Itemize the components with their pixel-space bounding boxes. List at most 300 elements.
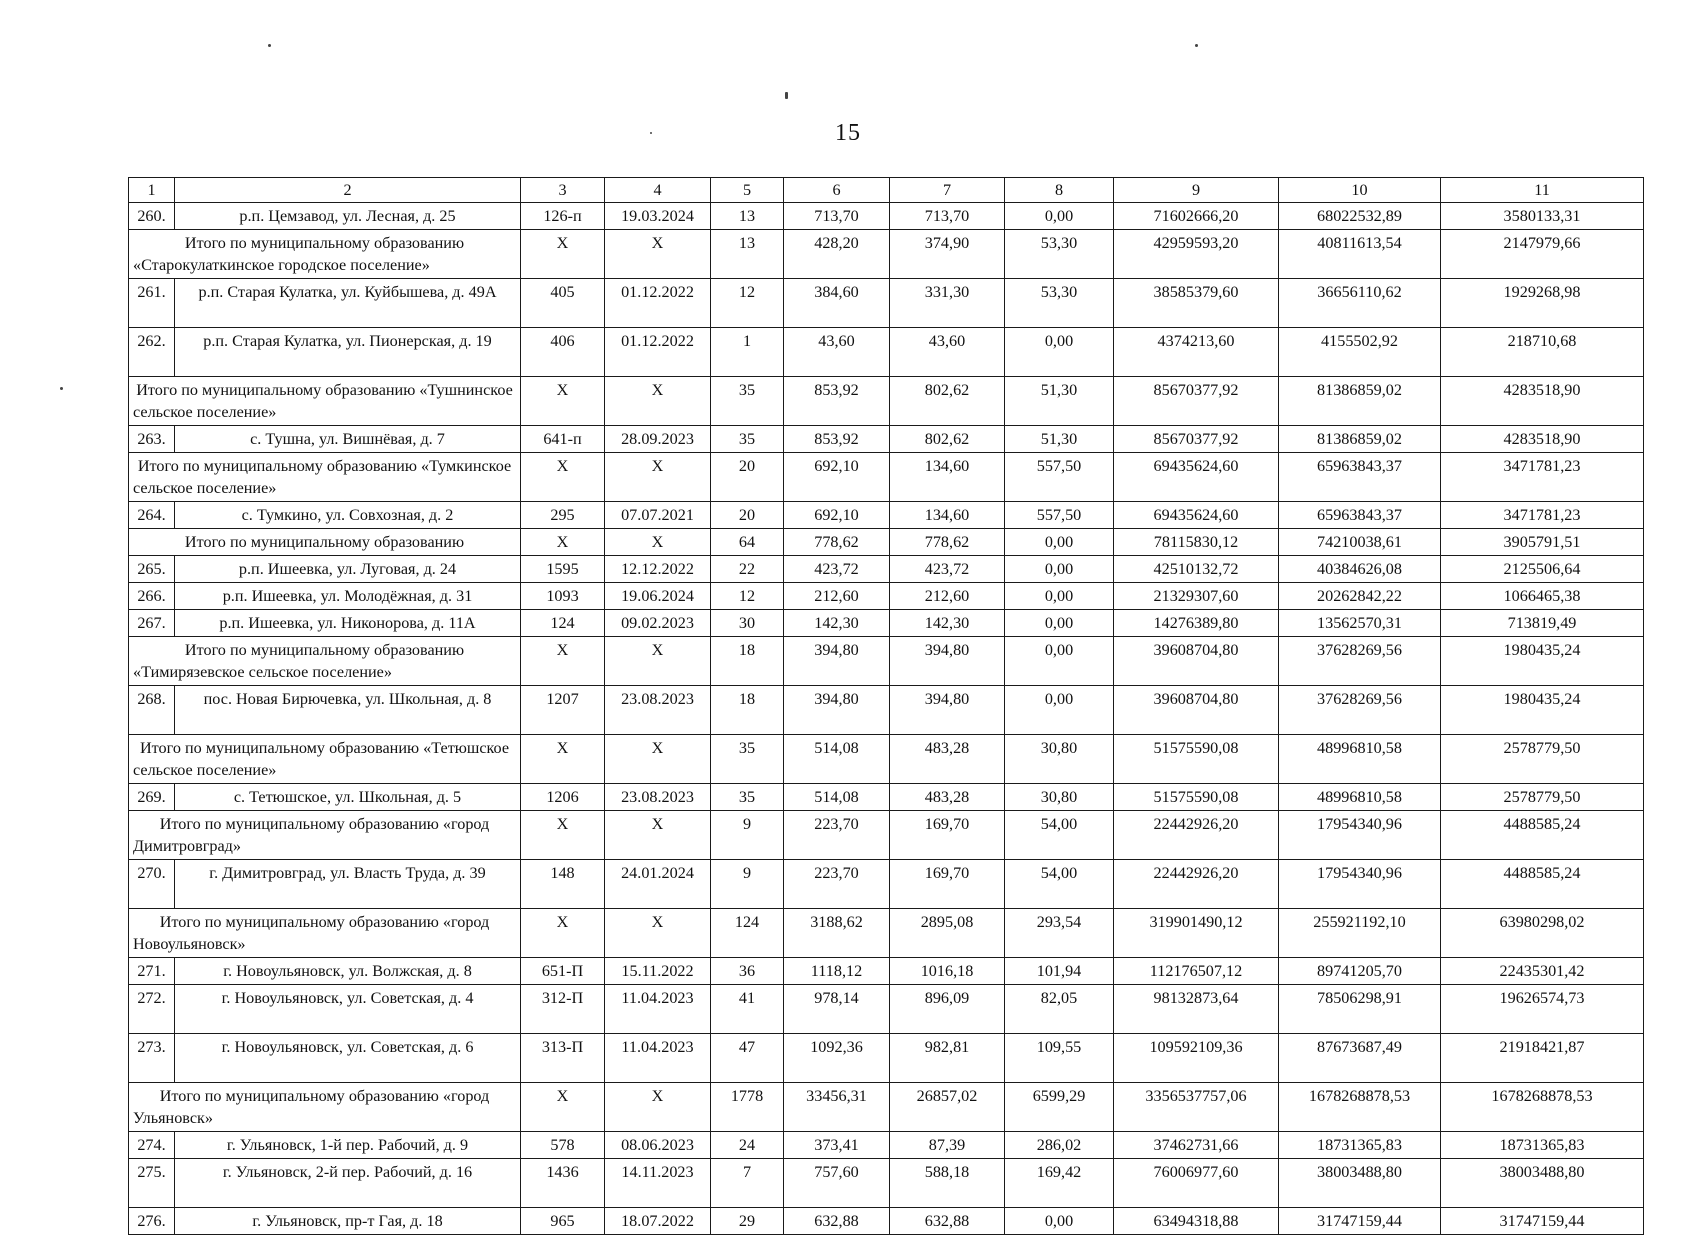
value-cell-9: 3356537757,06 <box>1114 1083 1279 1132</box>
row-number: 275. <box>129 1159 175 1208</box>
value-cell-5: 13 <box>711 203 784 230</box>
value-cell-11: 18731365,83 <box>1441 1132 1644 1159</box>
value-cell-3: 1595 <box>521 556 605 583</box>
value-cell-4: 23.08.2023 <box>605 784 711 811</box>
value-cell-4: 11.04.2023 <box>605 985 711 1034</box>
value-cell-5: 41 <box>711 985 784 1034</box>
value-cell-7: 982,81 <box>890 1034 1005 1083</box>
value-cell-8: 0,00 <box>1005 686 1114 735</box>
value-cell-6: 33456,31 <box>784 1083 890 1132</box>
value-cell-10: 1678268878,53 <box>1279 1083 1441 1132</box>
row-number: 272. <box>129 985 175 1034</box>
value-cell-5: 1778 <box>711 1083 784 1132</box>
value-cell-10: 18731365,83 <box>1279 1132 1441 1159</box>
value-cell-7: 2895,08 <box>890 909 1005 958</box>
value-cell-5: 24 <box>711 1132 784 1159</box>
value-cell-3: X <box>521 637 605 686</box>
value-cell-7: 87,39 <box>890 1132 1005 1159</box>
address-cell: г. Ульяновск, 2-й пер. Рабочий, д. 16 <box>175 1159 521 1208</box>
value-cell-6: 43,60 <box>784 328 890 377</box>
value-cell-7: 394,80 <box>890 686 1005 735</box>
value-cell-4: 11.04.2023 <box>605 1034 711 1083</box>
subtotal-label: Итого по муниципальному образованию «Тимирязевское сельское поселение» <box>129 637 521 686</box>
row-number: 262. <box>129 328 175 377</box>
subtotal-row <box>129 230 1644 279</box>
address-cell: р.п. Ишеевка, ул. Луговая, д. 24 <box>175 556 521 583</box>
subtotal-label: Итого по муниципальному образованию «Старокулаткинское городское поселение» <box>129 230 521 279</box>
value-cell-4: 28.09.2023 <box>605 426 711 453</box>
value-cell-3: 126-п <box>521 203 605 230</box>
value-cell-10: 37628269,56 <box>1279 686 1441 735</box>
value-cell-3: X <box>521 735 605 784</box>
value-cell-6: 632,88 <box>784 1208 890 1235</box>
value-cell-9: 39608704,80 <box>1114 637 1279 686</box>
value-cell-9: 76006977,60 <box>1114 1159 1279 1208</box>
value-cell-9: 37462731,66 <box>1114 1132 1279 1159</box>
value-cell-10: 48996810,58 <box>1279 735 1441 784</box>
address-cell: р.п. Цемзавод, ул. Лесная, д. 25 <box>175 203 521 230</box>
value-cell-7: 394,80 <box>890 637 1005 686</box>
value-cell-3: 578 <box>521 1132 605 1159</box>
column-number: 4 <box>605 178 711 203</box>
value-cell-6: 394,80 <box>784 686 890 735</box>
subtotal-label: Итого по муниципальному образованию «город Димитровград» <box>129 811 521 860</box>
value-cell-6: 142,30 <box>784 610 890 637</box>
value-cell-11: 4488585,24 <box>1441 860 1644 909</box>
value-cell-8: 54,00 <box>1005 811 1114 860</box>
table-row <box>129 860 1644 909</box>
subtotal-row <box>129 909 1644 958</box>
value-cell-9: 22442926,20 <box>1114 811 1279 860</box>
value-cell-8: 557,50 <box>1005 502 1114 529</box>
value-cell-7: 1016,18 <box>890 958 1005 985</box>
table-row <box>129 958 1644 985</box>
value-cell-10: 65963843,37 <box>1279 502 1441 529</box>
value-cell-9: 109592109,36 <box>1114 1034 1279 1083</box>
row-number: 261. <box>129 279 175 328</box>
value-cell-4: 23.08.2023 <box>605 686 711 735</box>
value-cell-3: X <box>521 811 605 860</box>
value-cell-4: 19.06.2024 <box>605 583 711 610</box>
value-cell-3: X <box>521 909 605 958</box>
value-cell-7: 142,30 <box>890 610 1005 637</box>
row-number: 267. <box>129 610 175 637</box>
value-cell-5: 7 <box>711 1159 784 1208</box>
value-cell-7: 134,60 <box>890 502 1005 529</box>
value-cell-4: 09.02.2023 <box>605 610 711 637</box>
value-cell-3: 1093 <box>521 583 605 610</box>
value-cell-6: 514,08 <box>784 735 890 784</box>
value-cell-7: 483,28 <box>890 735 1005 784</box>
value-cell-11: 4283518,90 <box>1441 426 1644 453</box>
value-cell-4: X <box>605 1083 711 1132</box>
value-cell-3: 124 <box>521 610 605 637</box>
value-cell-3: 641-п <box>521 426 605 453</box>
value-cell-3: X <box>521 453 605 502</box>
value-cell-7: 802,62 <box>890 377 1005 426</box>
value-cell-8: 557,50 <box>1005 453 1114 502</box>
row-number: 269. <box>129 784 175 811</box>
address-cell: с. Тумкино, ул. Совхозная, д. 2 <box>175 502 521 529</box>
value-cell-7: 483,28 <box>890 784 1005 811</box>
value-cell-10: 255921192,10 <box>1279 909 1441 958</box>
table-row <box>129 784 1644 811</box>
value-cell-11: 2578779,50 <box>1441 784 1644 811</box>
value-cell-11: 2578779,50 <box>1441 735 1644 784</box>
value-cell-8: 293,54 <box>1005 909 1114 958</box>
address-cell: с. Тетюшское, ул. Школьная, д. 5 <box>175 784 521 811</box>
value-cell-4: X <box>605 377 711 426</box>
value-cell-3: X <box>521 529 605 556</box>
subtotal-label: Итого по муниципальному образованию «Тумкинское сельское поселение» <box>129 453 521 502</box>
value-cell-7: 134,60 <box>890 453 1005 502</box>
value-cell-11: 19626574,73 <box>1441 985 1644 1034</box>
table-row <box>129 985 1644 1034</box>
value-cell-8: 53,30 <box>1005 279 1114 328</box>
value-cell-6: 384,60 <box>784 279 890 328</box>
value-cell-7: 632,88 <box>890 1208 1005 1235</box>
value-cell-9: 22442926,20 <box>1114 860 1279 909</box>
value-cell-10: 20262842,22 <box>1279 583 1441 610</box>
value-cell-5: 35 <box>711 377 784 426</box>
table-row <box>129 1132 1644 1159</box>
value-cell-8: 0,00 <box>1005 203 1114 230</box>
row-number: 268. <box>129 686 175 735</box>
value-cell-4: X <box>605 811 711 860</box>
value-cell-5: 35 <box>711 426 784 453</box>
value-cell-4: 19.03.2024 <box>605 203 711 230</box>
value-cell-6: 223,70 <box>784 860 890 909</box>
value-cell-7: 588,18 <box>890 1159 1005 1208</box>
value-cell-6: 373,41 <box>784 1132 890 1159</box>
value-cell-11: 1066465,38 <box>1441 583 1644 610</box>
subtotal-row <box>129 377 1644 426</box>
subtotal-row <box>129 811 1644 860</box>
value-cell-5: 18 <box>711 686 784 735</box>
value-cell-6: 692,10 <box>784 502 890 529</box>
row-number: 276. <box>129 1208 175 1235</box>
address-cell: р.п. Ишеевка, ул. Молодёжная, д. 31 <box>175 583 521 610</box>
value-cell-8: 109,55 <box>1005 1034 1114 1083</box>
value-cell-11: 3580133,31 <box>1441 203 1644 230</box>
value-cell-4: X <box>605 735 711 784</box>
value-cell-11: 2125506,64 <box>1441 556 1644 583</box>
value-cell-5: 20 <box>711 453 784 502</box>
column-number: 6 <box>784 178 890 203</box>
page-number: 15 <box>835 120 861 146</box>
value-cell-4: 12.12.2022 <box>605 556 711 583</box>
value-cell-10: 37628269,56 <box>1279 637 1441 686</box>
address-cell: г. Ульяновск, пр-т Гая, д. 18 <box>175 1208 521 1235</box>
value-cell-4: 14.11.2023 <box>605 1159 711 1208</box>
scan-speck <box>60 387 63 390</box>
value-cell-11: 3905791,51 <box>1441 529 1644 556</box>
value-cell-3: 312-П <box>521 985 605 1034</box>
value-cell-6: 978,14 <box>784 985 890 1034</box>
value-cell-9: 21329307,60 <box>1114 583 1279 610</box>
value-cell-8: 101,94 <box>1005 958 1114 985</box>
value-cell-8: 82,05 <box>1005 985 1114 1034</box>
value-cell-7: 423,72 <box>890 556 1005 583</box>
value-cell-10: 68022532,89 <box>1279 203 1441 230</box>
value-cell-4: 01.12.2022 <box>605 279 711 328</box>
value-cell-8: 286,02 <box>1005 1132 1114 1159</box>
value-cell-10: 89741205,70 <box>1279 958 1441 985</box>
value-cell-8: 0,00 <box>1005 328 1114 377</box>
value-cell-6: 853,92 <box>784 426 890 453</box>
subtotal-row <box>129 529 1644 556</box>
value-cell-6: 692,10 <box>784 453 890 502</box>
address-cell: г. Новоульяновск, ул. Советская, д. 6 <box>175 1034 521 1083</box>
value-cell-6: 514,08 <box>784 784 890 811</box>
value-cell-8: 0,00 <box>1005 529 1114 556</box>
value-cell-3: 1206 <box>521 784 605 811</box>
value-cell-6: 778,62 <box>784 529 890 556</box>
table-row <box>129 556 1644 583</box>
value-cell-7: 896,09 <box>890 985 1005 1034</box>
value-cell-6: 223,70 <box>784 811 890 860</box>
value-cell-6: 212,60 <box>784 583 890 610</box>
value-cell-10: 74210038,61 <box>1279 529 1441 556</box>
subtotal-label: Итого по муниципальному образованию «город Ульяновск» <box>129 1083 521 1132</box>
value-cell-9: 69435624,60 <box>1114 502 1279 529</box>
value-cell-8: 51,30 <box>1005 426 1114 453</box>
table-row <box>129 610 1644 637</box>
value-cell-6: 423,72 <box>784 556 890 583</box>
subtotal-label: Итого по муниципальному образованию «Тушнинское сельское поселение» <box>129 377 521 426</box>
value-cell-7: 169,70 <box>890 811 1005 860</box>
value-cell-7: 374,90 <box>890 230 1005 279</box>
value-cell-10: 48996810,58 <box>1279 784 1441 811</box>
value-cell-11: 4283518,90 <box>1441 377 1644 426</box>
value-cell-5: 1 <box>711 328 784 377</box>
scan-speck <box>1195 44 1198 47</box>
value-cell-5: 35 <box>711 735 784 784</box>
value-cell-11: 1929268,98 <box>1441 279 1644 328</box>
row-number: 270. <box>129 860 175 909</box>
value-cell-4: 18.07.2022 <box>605 1208 711 1235</box>
value-cell-3: 295 <box>521 502 605 529</box>
value-cell-9: 39608704,80 <box>1114 686 1279 735</box>
value-cell-10: 31747159,44 <box>1279 1208 1441 1235</box>
value-cell-4: 01.12.2022 <box>605 328 711 377</box>
value-cell-9: 4374213,60 <box>1114 328 1279 377</box>
value-cell-4: X <box>605 230 711 279</box>
value-cell-8: 30,80 <box>1005 784 1114 811</box>
value-cell-11: 3471781,23 <box>1441 453 1644 502</box>
value-cell-10: 4155502,92 <box>1279 328 1441 377</box>
value-cell-9: 319901490,12 <box>1114 909 1279 958</box>
value-cell-7: 331,30 <box>890 279 1005 328</box>
value-cell-3: 965 <box>521 1208 605 1235</box>
value-cell-10: 13562570,31 <box>1279 610 1441 637</box>
value-cell-8: 30,80 <box>1005 735 1114 784</box>
column-number: 8 <box>1005 178 1114 203</box>
subtotal-label: Итого по муниципальному образованию <box>129 529 521 556</box>
value-cell-3: 1436 <box>521 1159 605 1208</box>
address-cell: пос. Новая Бирючевка, ул. Школьная, д. 8 <box>175 686 521 735</box>
row-number: 271. <box>129 958 175 985</box>
column-number: 10 <box>1279 178 1441 203</box>
value-cell-7: 713,70 <box>890 203 1005 230</box>
column-number: 3 <box>521 178 605 203</box>
value-cell-5: 64 <box>711 529 784 556</box>
value-cell-8: 6599,29 <box>1005 1083 1114 1132</box>
value-cell-3: 148 <box>521 860 605 909</box>
address-cell: р.п. Ишеевка, ул. Никонорова, д. 11А <box>175 610 521 637</box>
column-number: 2 <box>175 178 521 203</box>
value-cell-9: 42959593,20 <box>1114 230 1279 279</box>
table-row <box>129 203 1644 230</box>
column-number: 7 <box>890 178 1005 203</box>
value-cell-6: 428,20 <box>784 230 890 279</box>
value-cell-10: 78506298,91 <box>1279 985 1441 1034</box>
value-cell-10: 40811613,54 <box>1279 230 1441 279</box>
subtotal-label: Итого по муниципальному образованию «Тетюшское сельское поселение» <box>129 735 521 784</box>
value-cell-4: X <box>605 637 711 686</box>
row-number: 263. <box>129 426 175 453</box>
row-number: 260. <box>129 203 175 230</box>
value-cell-9: 38585379,60 <box>1114 279 1279 328</box>
value-cell-9: 98132873,64 <box>1114 985 1279 1034</box>
subtotal-row <box>129 1083 1644 1132</box>
value-cell-3: X <box>521 1083 605 1132</box>
table-row <box>129 1034 1644 1083</box>
value-cell-6: 3188,62 <box>784 909 890 958</box>
table-body <box>129 178 1644 1235</box>
value-cell-8: 53,30 <box>1005 230 1114 279</box>
registry-table <box>128 177 1644 1235</box>
row-number: 265. <box>129 556 175 583</box>
value-cell-4: 07.07.2021 <box>605 502 711 529</box>
value-cell-9: 69435624,60 <box>1114 453 1279 502</box>
value-cell-7: 778,62 <box>890 529 1005 556</box>
table-row <box>129 1159 1644 1208</box>
value-cell-8: 0,00 <box>1005 610 1114 637</box>
subtotal-row <box>129 735 1644 784</box>
scan-speck <box>785 92 788 99</box>
value-cell-9: 51575590,08 <box>1114 735 1279 784</box>
value-cell-8: 0,00 <box>1005 637 1114 686</box>
column-number: 1 <box>129 178 175 203</box>
address-cell: р.п. Старая Кулатка, ул. Куйбышева, д. 49А <box>175 279 521 328</box>
value-cell-11: 22435301,42 <box>1441 958 1644 985</box>
value-cell-7: 802,62 <box>890 426 1005 453</box>
value-cell-5: 35 <box>711 784 784 811</box>
value-cell-10: 17954340,96 <box>1279 811 1441 860</box>
value-cell-5: 36 <box>711 958 784 985</box>
value-cell-9: 85670377,92 <box>1114 377 1279 426</box>
value-cell-5: 12 <box>711 279 784 328</box>
value-cell-4: X <box>605 909 711 958</box>
value-cell-3: 651-П <box>521 958 605 985</box>
value-cell-11: 21918421,87 <box>1441 1034 1644 1083</box>
table-row <box>129 686 1644 735</box>
value-cell-5: 9 <box>711 860 784 909</box>
value-cell-8: 54,00 <box>1005 860 1114 909</box>
value-cell-10: 38003488,80 <box>1279 1159 1441 1208</box>
value-cell-5: 30 <box>711 610 784 637</box>
value-cell-4: 08.06.2023 <box>605 1132 711 1159</box>
value-cell-11: 713819,49 <box>1441 610 1644 637</box>
value-cell-8: 0,00 <box>1005 583 1114 610</box>
address-cell: р.п. Старая Кулатка, ул. Пионерская, д. 19 <box>175 328 521 377</box>
value-cell-5: 29 <box>711 1208 784 1235</box>
value-cell-11: 31747159,44 <box>1441 1208 1644 1235</box>
value-cell-5: 12 <box>711 583 784 610</box>
address-cell: г. Новоульяновск, ул. Волжская, д. 8 <box>175 958 521 985</box>
value-cell-5: 9 <box>711 811 784 860</box>
value-cell-11: 3471781,23 <box>1441 502 1644 529</box>
value-cell-9: 112176507,12 <box>1114 958 1279 985</box>
value-cell-10: 36656110,62 <box>1279 279 1441 328</box>
row-number: 273. <box>129 1034 175 1083</box>
value-cell-3: 405 <box>521 279 605 328</box>
value-cell-4: 24.01.2024 <box>605 860 711 909</box>
value-cell-3: X <box>521 230 605 279</box>
column-number: 9 <box>1114 178 1279 203</box>
value-cell-8: 51,30 <box>1005 377 1114 426</box>
value-cell-3: 313-П <box>521 1034 605 1083</box>
value-cell-10: 40384626,08 <box>1279 556 1441 583</box>
value-cell-3: 406 <box>521 328 605 377</box>
value-cell-10: 65963843,37 <box>1279 453 1441 502</box>
row-number: 274. <box>129 1132 175 1159</box>
value-cell-10: 81386859,02 <box>1279 377 1441 426</box>
column-number: 5 <box>711 178 784 203</box>
table-row <box>129 1208 1644 1235</box>
value-cell-11: 2147979,66 <box>1441 230 1644 279</box>
value-cell-9: 71602666,20 <box>1114 203 1279 230</box>
value-cell-6: 713,70 <box>784 203 890 230</box>
value-cell-6: 853,92 <box>784 377 890 426</box>
subtotal-row <box>129 453 1644 502</box>
value-cell-8: 169,42 <box>1005 1159 1114 1208</box>
value-cell-10: 81386859,02 <box>1279 426 1441 453</box>
value-cell-7: 212,60 <box>890 583 1005 610</box>
value-cell-8: 0,00 <box>1005 1208 1114 1235</box>
value-cell-9: 14276389,80 <box>1114 610 1279 637</box>
value-cell-5: 124 <box>711 909 784 958</box>
row-number: 266. <box>129 583 175 610</box>
value-cell-5: 13 <box>711 230 784 279</box>
subtotal-row <box>129 637 1644 686</box>
address-cell: г. Новоульяновск, ул. Советская, д. 4 <box>175 985 521 1034</box>
value-cell-11: 218710,68 <box>1441 328 1644 377</box>
value-cell-10: 17954340,96 <box>1279 860 1441 909</box>
value-cell-9: 51575590,08 <box>1114 784 1279 811</box>
value-cell-11: 63980298,02 <box>1441 909 1644 958</box>
value-cell-9: 78115830,12 <box>1114 529 1279 556</box>
value-cell-6: 394,80 <box>784 637 890 686</box>
value-cell-6: 757,60 <box>784 1159 890 1208</box>
scan-speck <box>268 44 271 47</box>
column-number: 11 <box>1441 178 1644 203</box>
value-cell-11: 1980435,24 <box>1441 686 1644 735</box>
table-row <box>129 328 1644 377</box>
table-row <box>129 279 1644 328</box>
value-cell-4: 15.11.2022 <box>605 958 711 985</box>
value-cell-4: X <box>605 453 711 502</box>
value-cell-11: 38003488,80 <box>1441 1159 1644 1208</box>
value-cell-7: 169,70 <box>890 860 1005 909</box>
value-cell-11: 1678268878,53 <box>1441 1083 1644 1132</box>
value-cell-9: 63494318,88 <box>1114 1208 1279 1235</box>
subtotal-label: Итого по муниципальному образованию «город Новоульяновск» <box>129 909 521 958</box>
value-cell-5: 18 <box>711 637 784 686</box>
value-cell-7: 26857,02 <box>890 1083 1005 1132</box>
address-cell: с. Тушна, ул. Вишнёвая, д. 7 <box>175 426 521 453</box>
